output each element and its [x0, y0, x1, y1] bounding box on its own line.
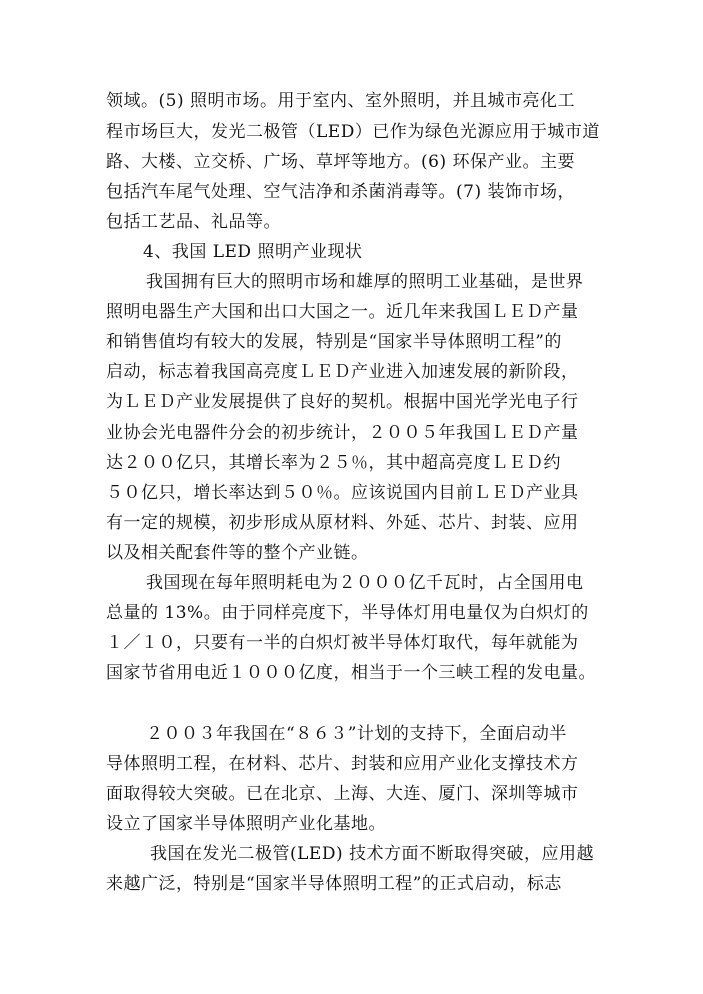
text-line: 照明电器生产大国和出口大国之一。近几年来我国ＬＥＤ产量: [106, 302, 579, 322]
text-line: 包括汽车尾气处理、空气洁净和杀菌消毒等。(7) 装饰市场，: [106, 182, 575, 202]
text-line: 启动，标志着我国高亮度ＬＥＤ产业进入加速发展的新阶段，: [106, 362, 579, 382]
text-line: 来越广泛，特别是“国家半导体照明工程”的正式启动，标志: [106, 874, 562, 894]
text-line: 我国现在每年照明耗电为２０００亿千瓦时，占全国用电: [146, 573, 584, 593]
text-line: 包括工艺品、礼品等。: [106, 212, 281, 232]
text-line: 面取得较大突破。已在北京、上海、大连、厦门、深圳等城市: [106, 784, 579, 804]
text-line: 导体照明工程，在材料、芯片、封装和应用产业化支撑技术方: [106, 754, 579, 774]
text-line: 和销售值均有较大的发展，特别是“国家半导体照明工程”的: [106, 332, 562, 352]
text-line: 业协会光电器件分会的初步统计，２００５年我国ＬＥＤ产量: [106, 423, 579, 443]
text-line: 有一定的规模，初步形成从原材料、外延、芯片、封装、应用: [106, 513, 579, 533]
section-heading: 4、我国 LED 照明产业现状: [143, 242, 363, 262]
text-line: 路、大楼、立交桥、广场、草坪等地方。(6) 环保产业。主要: [106, 152, 575, 172]
text-line: １／１０，只要有一半的白炽灯被半导体灯取代，每年就能为: [106, 633, 579, 653]
text-line: 总量的 13%。由于同样亮度下，半导体灯用电量仅为白炽灯的: [106, 603, 589, 623]
text-line: 我国拥有巨大的照明市场和雄厚的照明工业基础，是世界: [146, 272, 584, 292]
text-line: 设立了国家半导体照明产业化基地。: [106, 814, 386, 834]
text-line: 我国在发光二极管(LED) 技术方面不断取得突破，应用越: [150, 844, 594, 864]
text-line: 领域。(5) 照明市场。用于室内、室外照明，并且城市亮化工: [106, 91, 575, 111]
text-line: ５０亿只，增长率达到５０％。应该说国内目前ＬＥＤ产业具: [106, 483, 579, 503]
text-line: 程市场巨大，发光二极管（LED）已作为绿色光源应用于城市道: [106, 122, 600, 142]
text-line: 为ＬＥＤ产业发展提供了良好的契机。根据中国光学光电子行: [106, 392, 579, 412]
text-line: 国家节省用电近１０００亿度，相当于一个三峡工程的发电量。: [106, 663, 596, 683]
text-line: 以及相关配套件等的整个产业链。: [106, 543, 369, 563]
text-line: 达２００亿只，其增长率为２５％，其中超高亮度ＬＥＤ约: [106, 453, 561, 473]
text-line: ２００３年我国在“８６３”计划的支持下，全面启动半: [146, 724, 567, 744]
